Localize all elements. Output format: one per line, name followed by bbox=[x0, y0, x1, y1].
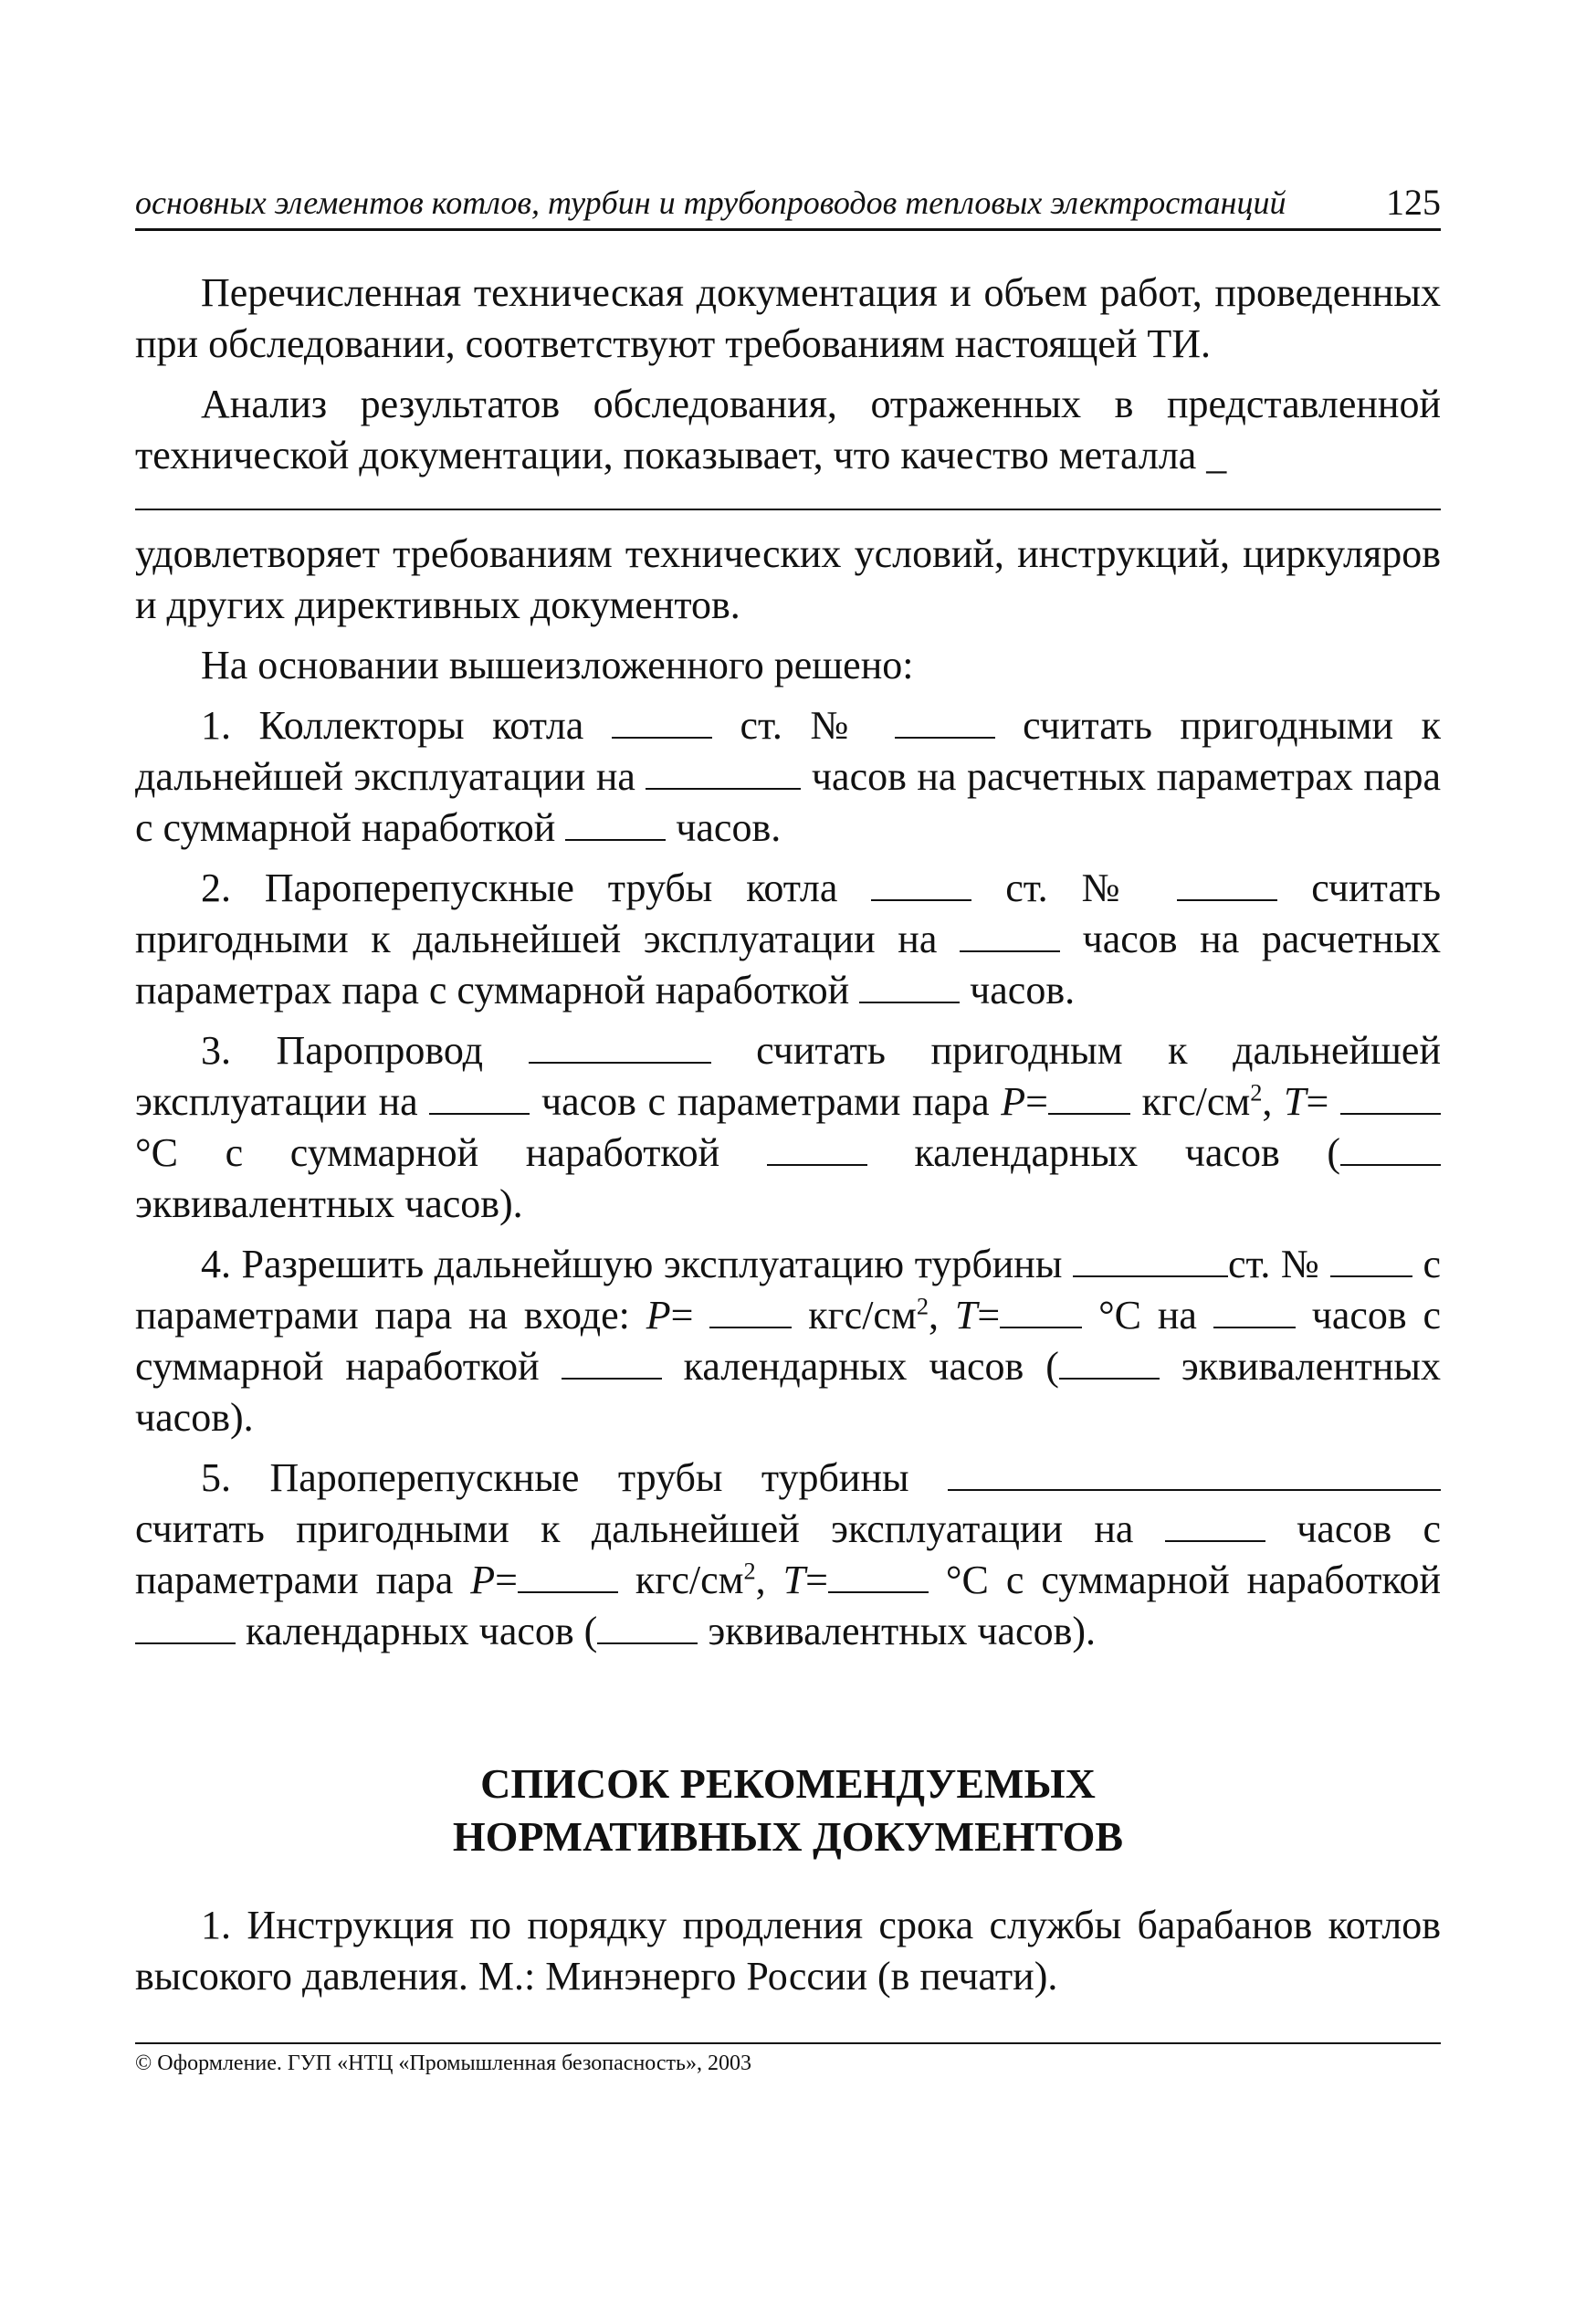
page-number: 125 bbox=[1386, 182, 1441, 223]
blank-field bbox=[135, 1608, 236, 1644]
blank-field bbox=[1177, 865, 1277, 901]
blank-field bbox=[562, 1343, 662, 1380]
reference-list bbox=[135, 1900, 1441, 2002]
footer-rule bbox=[135, 2042, 1441, 2044]
running-header bbox=[135, 183, 1441, 228]
blank-field bbox=[709, 1292, 792, 1328]
body-text bbox=[135, 268, 1441, 1657]
blank-field bbox=[871, 865, 971, 901]
decision-item-4: 4. Разрешить дальнейшую эксплуатацию турбины ст. № с параметрами пара на входе: P= кгс/$см^2$, T= °С на часов с суммарной наработкой календарных часов ( эквивалентных часов). bbox=[135, 1242, 1442, 1440]
section-heading bbox=[135, 1758, 1441, 1863]
blank-field bbox=[767, 1129, 867, 1166]
paragraph-1: Перечисленная техническая документация и объем работ, проведенных при обследовании, соответствуют требованиям настоящей ТИ. bbox=[135, 270, 1441, 366]
blank-field bbox=[518, 1557, 618, 1593]
blank-field bbox=[429, 1078, 530, 1115]
blank-field bbox=[948, 1454, 1441, 1491]
document-page bbox=[135, 183, 1441, 2077]
blank-field bbox=[960, 916, 1060, 952]
footer-copyright: © Оформление. ГУП «НТЦ «Промышленная безопасность», 2003 bbox=[135, 2051, 751, 2075]
paragraph-2: Анализ результатов обследования, отраженных в представленной технической документации, показывает, что качество металла _ bbox=[135, 382, 1441, 477]
blank-field bbox=[1073, 1241, 1228, 1277]
fill-in-line bbox=[135, 509, 1441, 510]
blank-field bbox=[529, 1027, 711, 1064]
decision-item-2: 2. Пароперепускные трубы котла ст. № считать пригодными к дальнейшей эксплуатации на часов на расчетных параметрах пара с суммарной наработкой часов. bbox=[135, 866, 1442, 1013]
blank-field bbox=[612, 702, 712, 739]
header-rule bbox=[135, 228, 1441, 231]
blank-field bbox=[1340, 1078, 1441, 1115]
decision-item-1: 1. Коллекторы котла ст. № считать пригодными к дальнейшей эксплуатации на часов на расчетных параметрах пара с суммарной наработкой часов. bbox=[135, 703, 1442, 850]
blank-field bbox=[859, 967, 960, 1003]
blank-field bbox=[565, 804, 666, 841]
blank-field bbox=[828, 1557, 929, 1593]
blank-field bbox=[1000, 1292, 1082, 1328]
blank-field bbox=[1048, 1078, 1130, 1115]
blank-field bbox=[1330, 1241, 1412, 1277]
blank-field bbox=[1340, 1129, 1441, 1166]
blank-field bbox=[1165, 1506, 1265, 1542]
blank-field bbox=[646, 753, 801, 790]
paragraph-3: удовлетворяет требованиям технических условий, инструкций, циркуляров и других директивных документов. bbox=[135, 531, 1441, 627]
blank-field bbox=[1059, 1343, 1160, 1380]
section-heading-line-1: СПИСОК РЕКОМЕНДУЕМЫХ bbox=[480, 1760, 1096, 1807]
decision-item-3: 3. Паропровод считать пригодным к дальнейшей эксплуатации на часов с параметрами пара P= кгс/$см^2$, T= °С с суммарной наработкой календарных часов ( эквивалентных часов). bbox=[135, 1028, 1441, 1226]
running-title: основных элементов котлов, турбин и трубопроводов тепловых электростанций bbox=[135, 184, 1286, 221]
section-heading-line-2: НОРМАТИВНЫХ ДОКУМЕНТОВ bbox=[452, 1813, 1124, 1860]
blank-field bbox=[1213, 1292, 1296, 1328]
reference-item-1: 1. Инструкция по порядку продления срока службы барабанов котлов высокого давления. М.: Минэнерго России (в печати). bbox=[135, 1903, 1441, 1999]
blank-field bbox=[895, 702, 995, 739]
blank-field bbox=[597, 1608, 698, 1644]
decision-item-5: 5. Пароперепускные трубы турбины считать пригодными к дальнейшей эксплуатации на часов с параметрами пара P= кгс/$см^2$, T= °С с суммарной наработкой календарных часов ( эквивалентных часов). bbox=[135, 1455, 1442, 1653]
paragraph-4: На основании вышеизложенного решено: bbox=[201, 643, 914, 687]
